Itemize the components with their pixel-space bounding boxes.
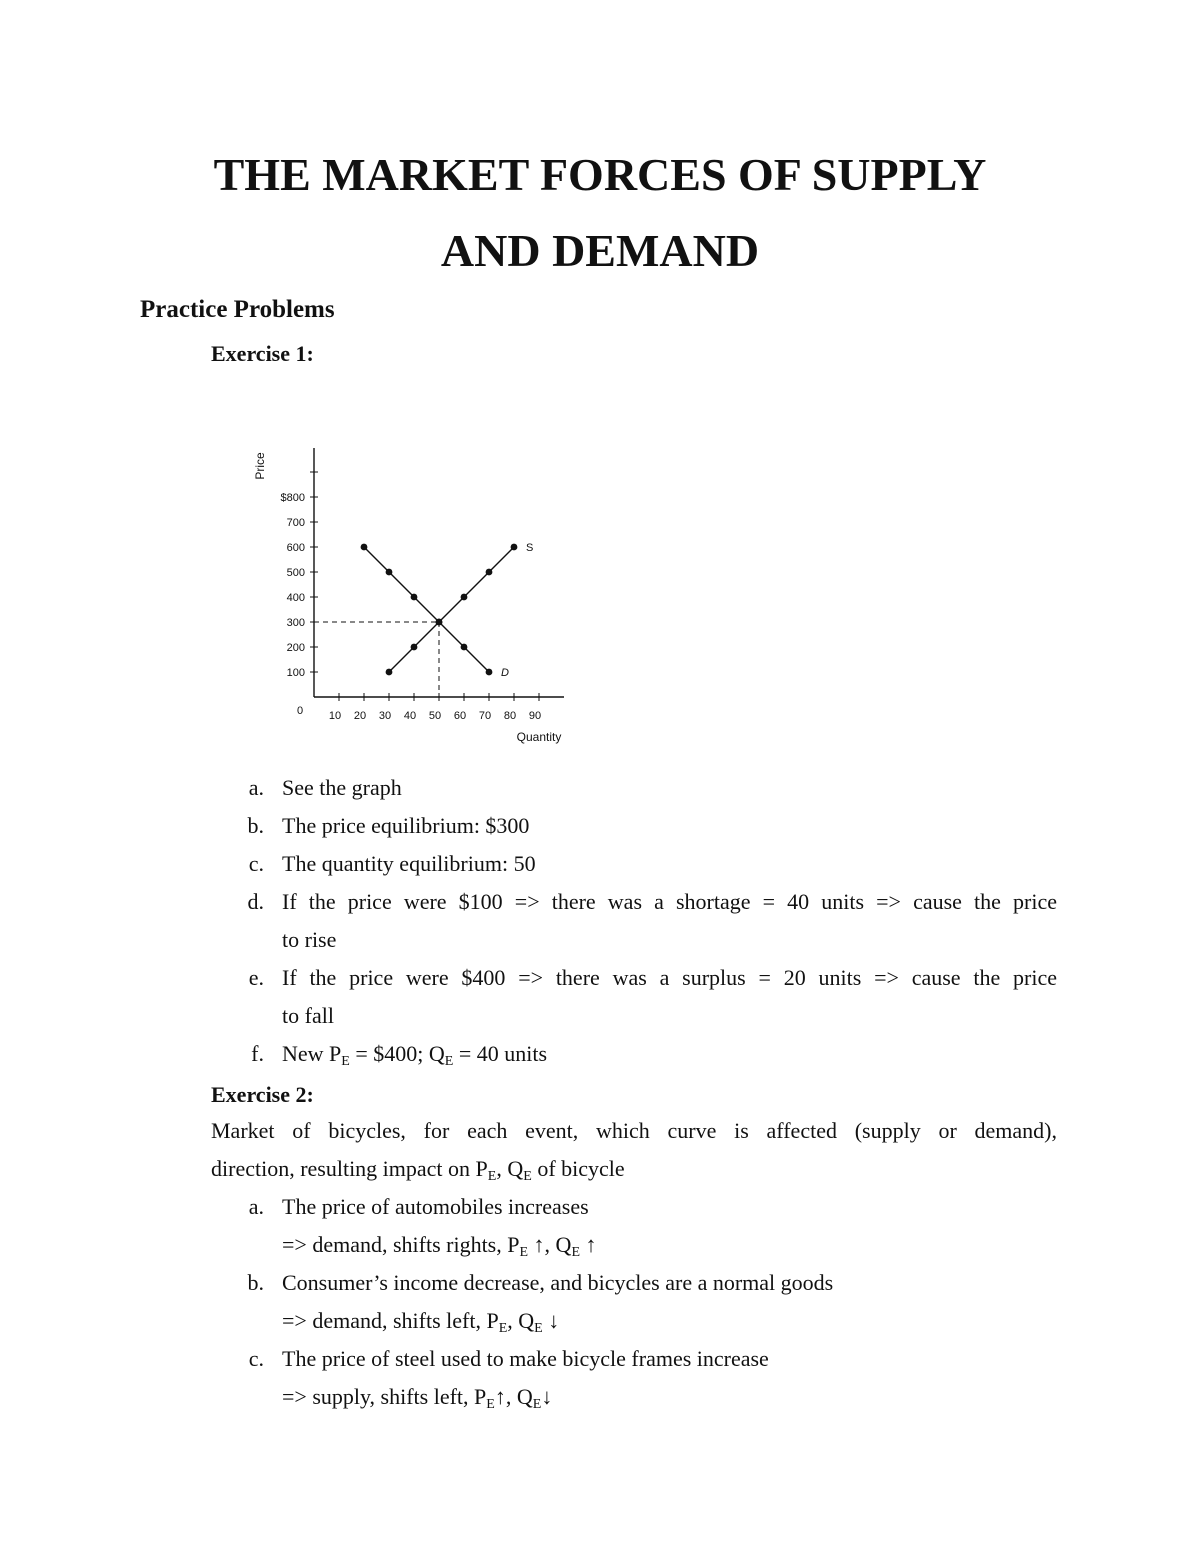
x-axis-label: Quantity xyxy=(516,730,562,744)
exercise-2-intro-line-2: direction, resulting impact on $P_E$, $Q_E$ of bicycle xyxy=(211,1156,625,1184)
item-marker: e. xyxy=(248,965,264,990)
y-axis-label: Price xyxy=(253,452,267,480)
s-point xyxy=(461,594,468,601)
y-tick-label: 200 xyxy=(286,642,305,654)
exercise-1-heading: Exercise 1: xyxy=(211,341,314,366)
chart-labels xyxy=(253,452,561,744)
s-curve xyxy=(389,547,514,672)
exercise-2-heading: Exercise 2: xyxy=(211,1082,314,1107)
item-marker: f. xyxy=(251,1041,264,1066)
document-title-line-1: THE MARKET FORCES OF SUPPLY xyxy=(213,149,987,200)
answer-c: The quantity equilibrium: 50 xyxy=(282,851,536,876)
s-point xyxy=(411,644,418,651)
y-tick-label: 100 xyxy=(286,667,305,679)
d-point xyxy=(411,594,418,601)
d-point xyxy=(386,569,393,576)
y-tick-label: $800 xyxy=(280,492,305,504)
answer-d-line-2: to rise xyxy=(282,927,337,952)
d-curve-label: D xyxy=(501,667,509,679)
x-tick-label: 90 xyxy=(528,710,542,722)
s-curve-label: S xyxy=(526,542,534,554)
x-tick-label: 50 xyxy=(428,710,442,722)
d-point xyxy=(436,619,443,626)
exercise-2-intro-line-1: Market of bicycles, for each event, which curve is affected (supply or demand), xyxy=(211,1118,1057,1143)
item-marker: b. xyxy=(247,813,264,838)
equilibrium-guides xyxy=(314,622,439,697)
s-point xyxy=(386,669,393,676)
d-point xyxy=(461,644,468,651)
event-b-answer: => demand, shifts left, $P_E$, $Q_E$ ↓ xyxy=(282,1308,560,1336)
answer-a: See the graph xyxy=(282,775,402,800)
answer-e-line-2: to fall xyxy=(282,1003,334,1028)
x-tick-label: 10 xyxy=(328,710,342,722)
event-a: The price of automobiles increases xyxy=(282,1194,589,1219)
item-marker: a. xyxy=(248,1194,264,1219)
item-marker: d. xyxy=(247,889,264,914)
d-point xyxy=(486,669,493,676)
supply-demand-chart xyxy=(240,440,600,750)
event-c-answer: => supply, shifts left, $P_E↑$, $Q_E↓$ xyxy=(282,1384,553,1412)
x-tick-label: 40 xyxy=(403,710,417,722)
x-tick-label: 80 xyxy=(503,710,517,722)
chart-series-lines xyxy=(361,544,518,676)
x-tick-label: 30 xyxy=(378,710,392,722)
item-marker: c. xyxy=(248,851,264,876)
x-tick-label: 60 xyxy=(453,710,467,722)
x-tick-label: 20 xyxy=(353,710,367,722)
answer-f: New $P_E$ = $400; $Q_E = 40$ units xyxy=(282,1041,548,1069)
y-tick-label: 500 xyxy=(286,567,305,579)
answer-b: The price equilibrium: $300 xyxy=(282,813,530,838)
item-marker: b. xyxy=(247,1270,264,1295)
answer-d-line-1: If the price were $100 => there was a shortage = 40 units => cause the price xyxy=(282,889,1057,914)
x-tick-label: 70 xyxy=(478,710,492,722)
answer-e-line-1: If the price were $400 => there was a surplus = 20 units => cause the price xyxy=(282,965,1057,990)
event-a-answer: => demand, shifts rights, $P_E$ ↑, $Q_E$ ↑ xyxy=(282,1232,597,1260)
origin-label: 0 xyxy=(296,705,304,717)
d-point xyxy=(361,544,368,551)
y-tick-label: 600 xyxy=(286,542,305,554)
event-b: Consumer’s income decrease, and bicycles are a normal goods xyxy=(282,1270,834,1295)
y-tick-label: 400 xyxy=(286,592,305,604)
d-curve xyxy=(364,547,489,672)
s-point xyxy=(486,569,493,576)
document-title-line-2: AND DEMAND xyxy=(440,225,760,276)
item-marker: a. xyxy=(248,775,264,800)
event-c: The price of steel used to make bicycle frames increase xyxy=(282,1346,769,1371)
s-point xyxy=(511,544,518,551)
section-heading: Practice Problems xyxy=(140,296,335,323)
item-marker: c. xyxy=(248,1346,264,1371)
y-tick-label: 300 xyxy=(286,617,305,629)
y-tick-label: 700 xyxy=(286,517,305,529)
